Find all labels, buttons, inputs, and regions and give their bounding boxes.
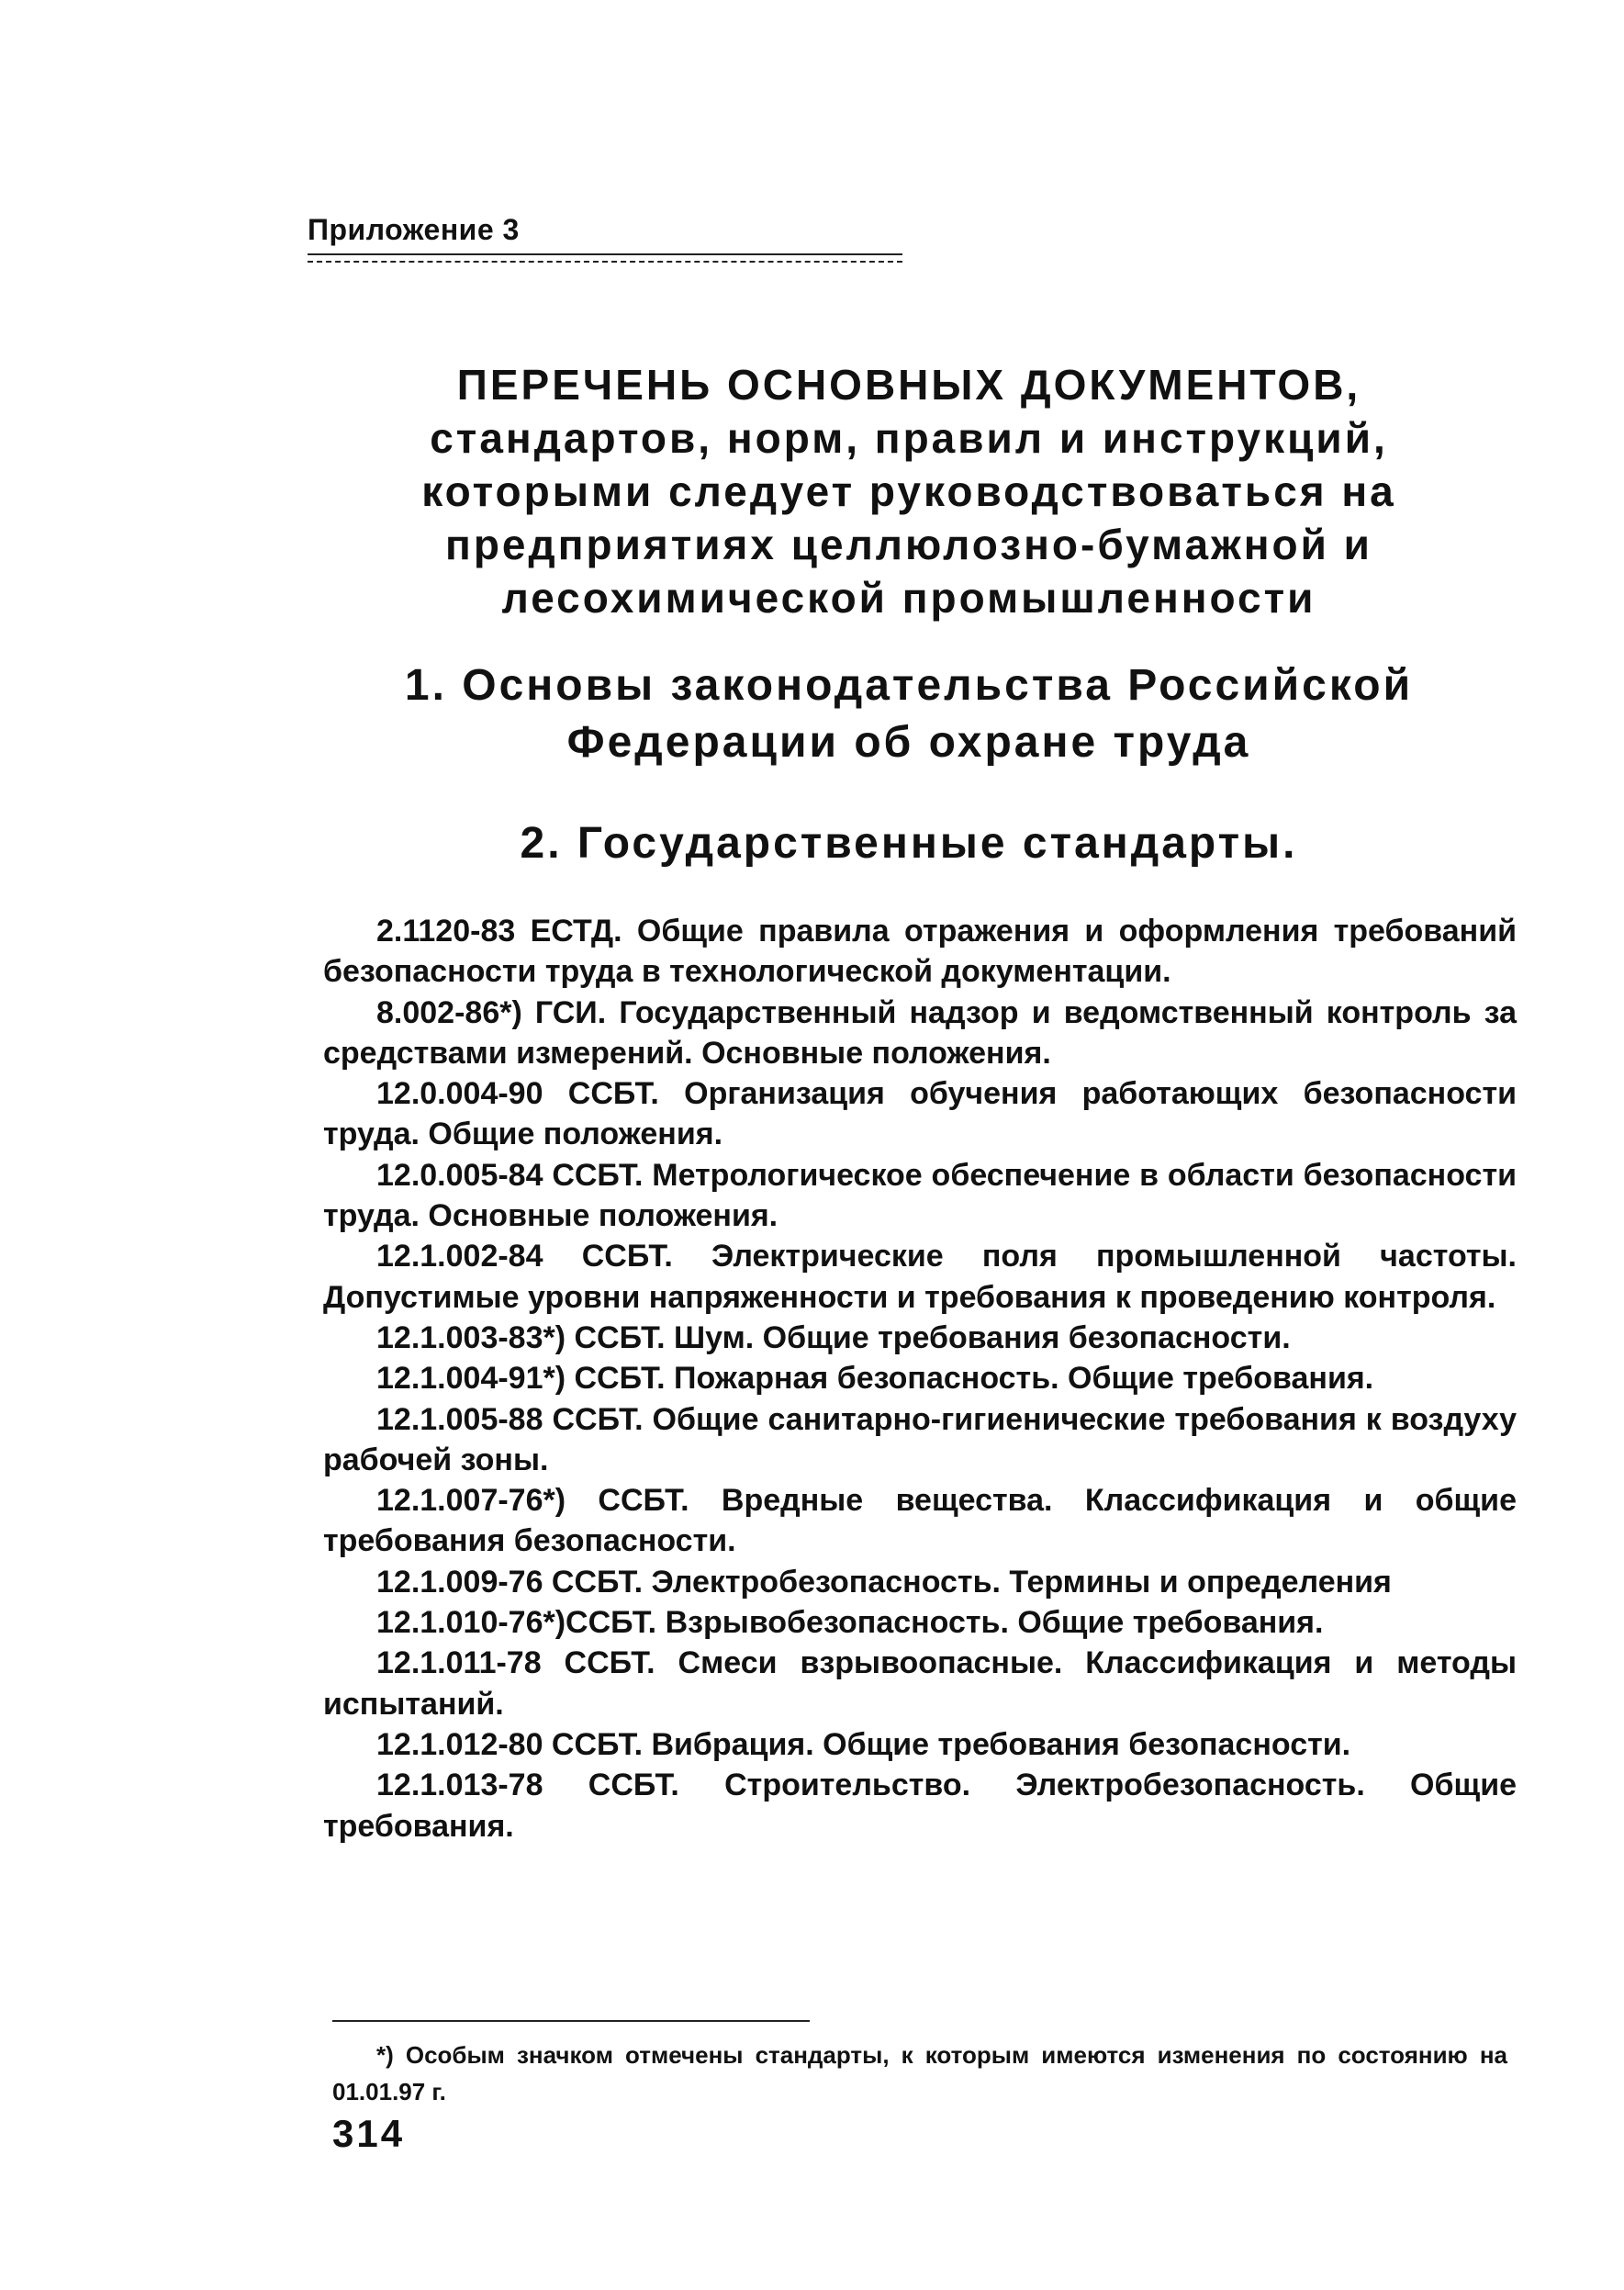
standard-entry: 8.002-86*) ГСИ. Государственный надзор и ведомственный контроль за средствами измерений. Основные положения. <box>323 994 1517 1071</box>
appendix-underline <box>308 253 902 255</box>
section-heading-line: 2. Государственные стандарты. <box>520 819 1298 868</box>
main-title-line: которыми следует руководствоваться на <box>421 467 1396 515</box>
standard-entry: 12.1.005-88 ССБТ. Общие санитарно-гигиенические требования к воздуху рабочей зоны. <box>323 1401 1517 1477</box>
main-title-line: предприятиях целлюлозно-бумажной и <box>445 521 1372 568</box>
section-heading-line: Федерации об охране труда <box>566 718 1251 767</box>
standard-entry: 12.1.002-84 ССБТ. Электрические поля промышленной частоты. Допустимые уровни напряженности и требования к проведению контроля. <box>323 1239 1517 1315</box>
main-title-line: стандартов, норм, правил и инструкций, <box>430 414 1388 462</box>
standard-entry: 12.1.011-78 ССБТ. Смеси взрывоопасные. Классификация и методы испытаний. <box>323 1645 1517 1722</box>
section-heading-1 <box>275 657 1542 771</box>
standard-entry: 12.0.005-84 ССБТ. Метрологическое обеспечение в области безопасности труда. Основные положения. <box>323 1157 1517 1234</box>
standard-entry: 2.1120-83 ЕСТД. Общие правила отражения и оформления требований безопасности труда в технологической документации. <box>323 914 1517 990</box>
standard-entry: 12.1.013-78 ССБТ. Строительство. Электробезопасность. Общие требования. <box>323 1768 1517 1844</box>
footnote: *) Особым значком отмечены стандарты, к которым имеются изменения по состоянию на 01.01.97 г. <box>332 2041 1507 2105</box>
standard-entry: 12.1.012-80 ССБТ. Вибрация. Общие требования безопасности. <box>376 1726 1351 1762</box>
standard-entry: 12.1.009-76 ССБТ. Электробезопасность. Термины и определения <box>376 1564 1392 1600</box>
standard-entry: 12.0.004-90 ССБТ. Организация обучения работающих безопасности труда. Общие положения. <box>323 1076 1517 1152</box>
standard-entry: 12.1.007-76*) ССБТ. Вредные вещества. Классификация и общие требования безопасности. <box>323 1483 1517 1559</box>
appendix-underline-secondary <box>308 261 902 263</box>
standard-entry: 12.1.003-83*) ССБТ. Шум. Общие требования безопасности. <box>376 1319 1291 1355</box>
main-title-line: лесохимической промышленности <box>501 574 1316 622</box>
standards-list <box>323 911 1517 1847</box>
standard-entry: 12.1.004-91*) ССБТ. Пожарная безопасность. Общие требования. <box>376 1361 1374 1397</box>
page-number: 314 <box>332 2112 406 2155</box>
standard-entry: 12.1.010-76*)ССБТ. Взрывобезопасность. Общие требования. <box>376 1605 1324 1641</box>
footnote-separator <box>332 2020 810 2022</box>
section-heading-2 <box>275 815 1542 872</box>
appendix-label: Приложение 3 <box>308 213 520 246</box>
main-title <box>275 358 1542 624</box>
section-heading-line: 1. Основы законодательства Российской <box>404 661 1414 710</box>
main-title-line: ПЕРЕЧЕНЬ ОСНОВНЫХ ДОКУМЕНТОВ, <box>456 361 1361 409</box>
